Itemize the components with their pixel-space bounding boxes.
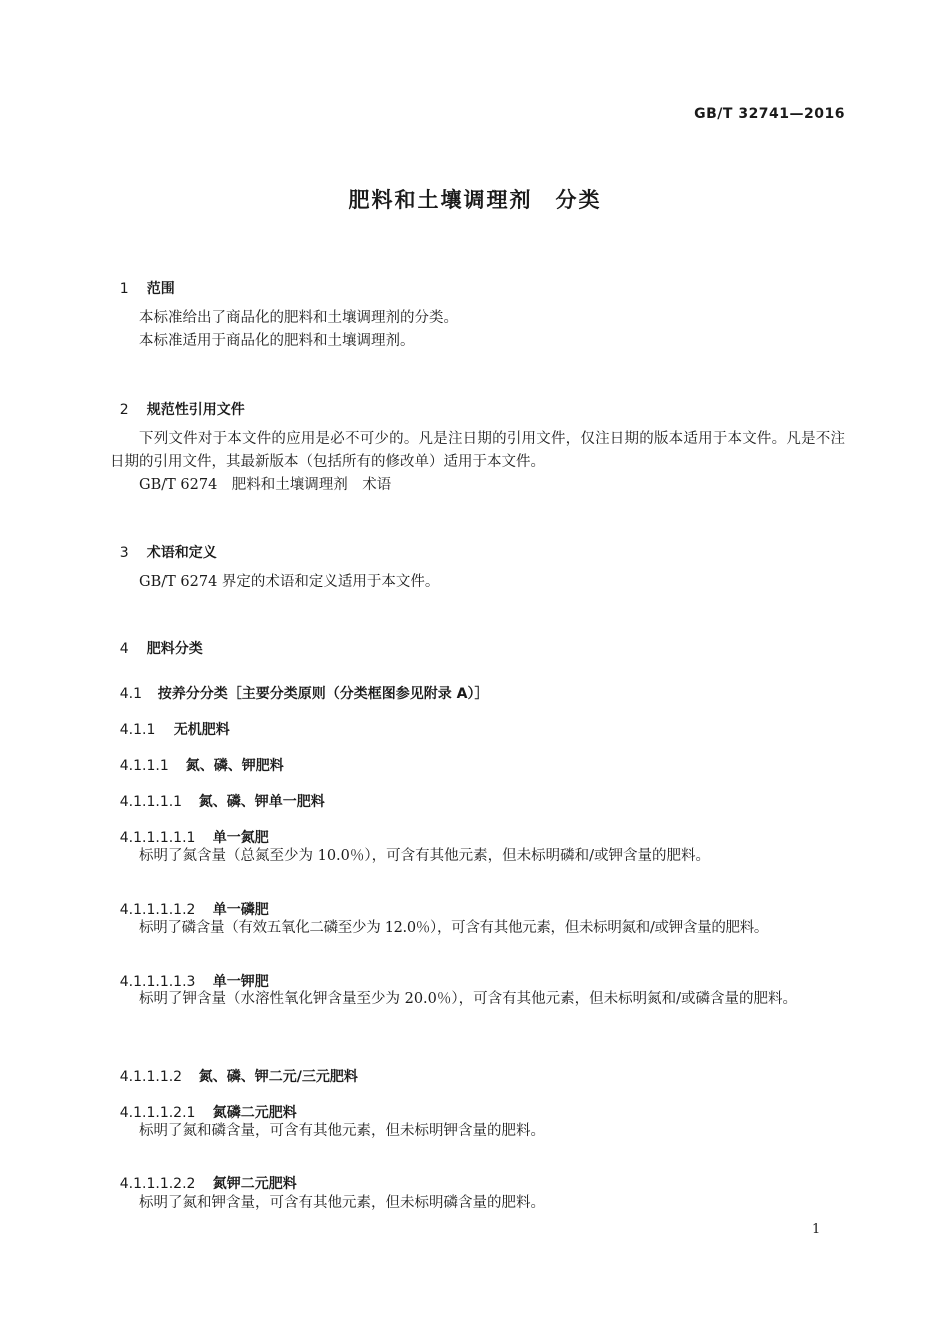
paragraph: 本标准适用于商品化的肥料和土壤调理剂。 (139, 333, 415, 349)
clause-title: 按养分分类［主要分类原则（分类框图参见附录 A）］ (157, 686, 489, 702)
clause-number: 4.1.1.1 (119, 758, 169, 774)
clause-4-1-1-1-1-1-heading (110, 808, 845, 848)
section-1-body (110, 307, 845, 353)
paragraph: 下列文件对于本文件的应用是必不可少的。凡是注日期的引用文件，仅注日期的版本适用于本文件。凡是不注日期的引用文件，其最新版本（包括所有的修改单）适用于本文件。 (110, 431, 845, 470)
clause-4-1-1-1-heading (110, 736, 845, 776)
paragraph: 标明了钾含量（水溶性氧化钾含量至少为 20.0％），可含有其他元素，但未标明氮和/或磷含量的肥料。 (139, 991, 798, 1007)
standard-code: GB/T 32741—2016 (694, 106, 845, 122)
clause-4-1-1-1-1-3-body (110, 988, 845, 1011)
section-title: 范围 (146, 281, 175, 297)
clause-4-1-1-heading (110, 700, 845, 740)
paragraph: 标明了氮含量（总氮至少为 10.0％），可含有其他元素，但未标明磷和/或钾含量的肥料。 (139, 848, 711, 864)
clause-4-1-heading (110, 664, 845, 704)
clause-title: 单一钾肥 (212, 974, 269, 990)
page-number: 1 (812, 1222, 821, 1237)
clause-number: 4.1 (119, 686, 143, 702)
paragraph: 标明了磷含量（有效五氧化二磷至少为 12.0％），可含有其他元素，但未标明氮和/或钾含量的肥料。 (139, 920, 769, 936)
clause-title: 氮、磷、钾二元/三元肥料 (198, 1069, 358, 1085)
clause-number: 4.1.1 (119, 722, 156, 738)
section-2-body (110, 428, 845, 497)
clause-4-1-1-1-2-2-body (110, 1192, 845, 1215)
clause-title: 单一氮肥 (212, 830, 269, 846)
clause-4-1-1-1-2-heading (110, 1047, 845, 1087)
section-1-heading (110, 259, 845, 299)
clause-4-1-1-1-2-1-body (110, 1120, 845, 1143)
normative-reference: GB/T 6274 肥料和土壤调理剂 术语 (139, 477, 392, 493)
clause-number: 4.1.1.1.1 (119, 794, 183, 810)
section-number: 4 (119, 641, 129, 657)
section-2-heading (110, 380, 845, 420)
section-title: 术语和定义 (146, 545, 217, 561)
clause-title: 氮、磷、钾单一肥料 (198, 794, 325, 810)
document-title: 肥料和土壤调理剂 分类 (348, 188, 602, 212)
clause-4-1-1-1-1-2-body (110, 917, 855, 940)
clause-number: 4.1.1.1.1.3 (119, 974, 196, 990)
clause-number: 4.1.1.1.1.2 (119, 902, 196, 918)
clause-title: 无机肥料 (173, 722, 230, 738)
clause-4-1-1-1-2-2-heading (110, 1154, 845, 1194)
section-number: 3 (119, 545, 129, 561)
paragraph: 标明了氮和钾含量，可含有其他元素，但未标明磷含量的肥料。 (139, 1195, 545, 1211)
clause-number: 4.1.1.1.1.1 (119, 830, 196, 846)
clause-title: 氮钾二元肥料 (212, 1176, 297, 1192)
paragraph: GB/T 6274 界定的术语和定义适用于本文件。 (139, 574, 440, 590)
clause-title: 氮磷二元肥料 (212, 1105, 297, 1121)
clause-4-1-1-1-1-2-heading (110, 880, 845, 920)
clause-number: 4.1.1.1.2.1 (119, 1105, 196, 1121)
clause-4-1-1-1-1-1-body (110, 845, 845, 868)
clause-4-1-1-1-2-1-heading (110, 1083, 845, 1123)
section-number: 2 (119, 402, 129, 418)
clause-4-1-1-1-1-heading (110, 772, 845, 812)
paragraph: 本标准给出了商品化的肥料和土壤调理剂的分类。 (139, 310, 458, 326)
section-4-heading (110, 619, 845, 659)
paragraph: 标明了氮和磷含量，可含有其他元素，但未标明钾含量的肥料。 (139, 1123, 545, 1139)
clause-4-1-1-1-1-3-heading (110, 952, 845, 992)
section-title: 肥料分类 (146, 641, 203, 657)
clause-number: 4.1.1.1.2.2 (119, 1176, 196, 1192)
section-number: 1 (119, 281, 129, 297)
section-3-body (110, 571, 845, 594)
clause-title: 单一磷肥 (212, 902, 269, 918)
clause-title: 氮、磷、钾肥料 (185, 758, 284, 774)
section-3-heading (110, 523, 845, 563)
section-title: 规范性引用文件 (146, 402, 245, 418)
clause-number: 4.1.1.1.2 (119, 1069, 183, 1085)
